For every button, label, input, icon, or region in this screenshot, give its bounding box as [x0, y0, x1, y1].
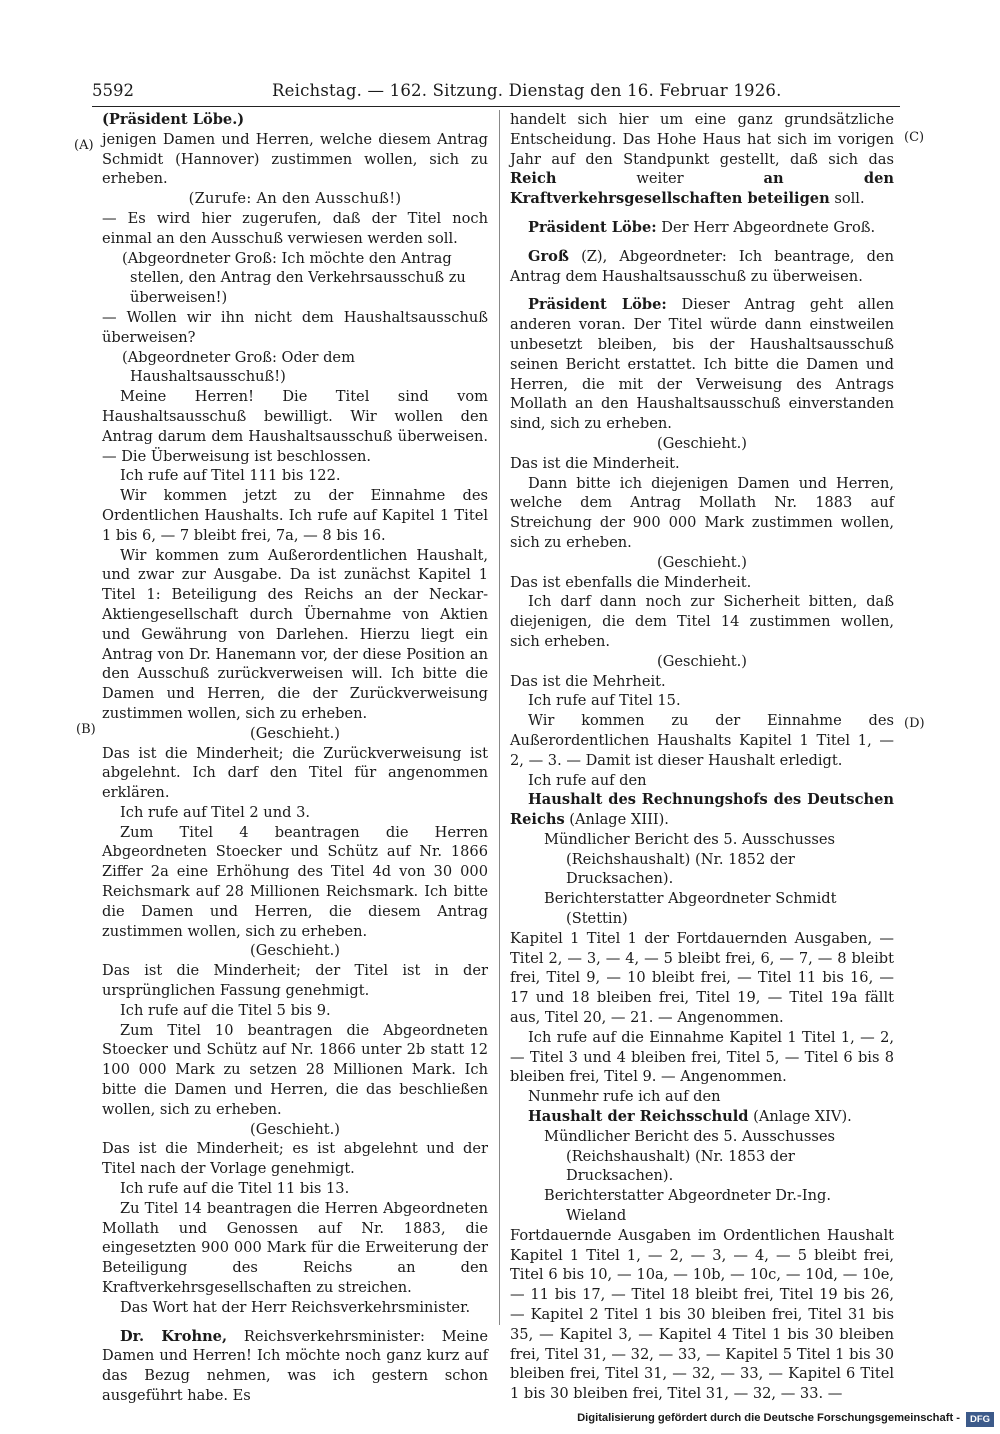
interjection: (Abgeordneter Groß: Oder dem Haushaltsausschuß!) — [122, 348, 355, 386]
paragraph: Ich rufe auf die Titel 5 bis 9. — [120, 1001, 331, 1019]
column-divider — [499, 110, 500, 1325]
paragraph: Ich rufe auf Titel 15. — [528, 692, 681, 710]
right-column — [510, 110, 894, 1404]
speaker-name: Präsident Löbe: — [528, 218, 657, 236]
paragraph: Das ist die Minderheit. — [510, 454, 680, 472]
margin-marker-b: (B) — [76, 722, 96, 737]
speaker-name: Präsident Löbe: — [528, 296, 667, 314]
paragraph: Das ist ebenfalls die Minderheit. — [510, 573, 752, 591]
paragraph: Zu Titel 14 beantragen die Herren Abgeordneten Mollath und Genossen auf Nr. 1883, die eingesetzten 900 000 Mark für die Erweiterung der Beteiligung des Reichs an den Kraftverkehrsgesellschaften zu streichen. — [102, 1199, 488, 1297]
paragraph: Das ist die Minderheit; es ist abgelehnt und der Titel nach der Vorlage genehmigt. — [102, 1140, 488, 1178]
stage-note: (Geschieht.) — [250, 1120, 340, 1138]
rapporteur: Berichterstatter Abgeordneter Schmidt (Stettin) — [544, 890, 837, 928]
paragraph: Ich rufe auf die Einnahme Kapitel 1 Titel 1, — 2, — Titel 3 und 4 bleiben frei, Titel 5, — Titel 6 bis 8 bleiben frei, Titel 9. — Angenommen. — [510, 1028, 894, 1086]
speaker-name: Dr. Krohne, — [120, 1327, 228, 1345]
paragraph: Dann bitte ich diejenigen Damen und Herren, welche dem Antrag Mollath Nr. 1883 auf Streichung der 900 000 Mark zustimmen wollen, sich zu erheben. — [510, 474, 894, 551]
speech-paragraph: Präsident Löbe: Der Herr Abgeordnete Groß. — [528, 218, 876, 236]
paragraph: Wir kommen zum Außerordentlichen Haushalt, und zwar zur Ausgabe. Da ist zunächst Kapitel 1 Titel 1: Beteiligung des Reichs an der Neckar-Aktiengesellschaft durch Übernahme von Aktien und Gewährung von Darlehen. Hierzu liegt ein Antrag von Dr. Hanemann vor, der diese Position an den Ausschuß zurückverweisen will. Ich bitte die Damen und Herren, die der Zurückverweisung zustimmen wollen, sich zu erheben. — [102, 546, 488, 722]
interjection: (Zurufe: An den Ausschuß!) — [188, 190, 402, 208]
paragraph: Ich rufe auf den — [528, 771, 647, 789]
report-note: Mündlicher Bericht des 5. Ausschusses (Reichshaushalt) (Nr. 1853 der Drucksachen). — [544, 1127, 835, 1185]
stage-note: (Geschieht.) — [657, 652, 747, 670]
left-column — [102, 110, 488, 1406]
paragraph: handelt sich hier um eine ganz grundsätzliche Entscheidung. Das Hohe Haus hat sich im vorigen Jahr auf den Standpunkt gestellt, daß sich das Reich weiter an den Kraftverkehrsgesellschaften beteiligen soll. — [510, 111, 894, 208]
paragraph: Das Wort hat der Herr Reichsverkehrsminister. — [120, 1298, 471, 1316]
paragraph: Das ist die Mehrheit. — [510, 672, 666, 690]
paragraph: Kapitel 1 Titel 1 der Fortdauernden Ausgaben, — Titel 2, — 3, — 4, — 5 bleibt frei, 6, — 7, — 8 bleibt frei, Titel 9, — 10 bleibt frei, — Titel 11 bis 16, — 17 und 18 bleiben frei, Titel 19, — Titel 19a fällt aus, Titel 20, — 21. — Angenommen. — [510, 929, 894, 1027]
paragraph: Wir kommen zu der Einnahme des Außerordentlichen Haushalts Kapitel 1 Titel 1, — 2, — 3. — Damit ist dieser Haushalt erledigt. — [510, 712, 894, 769]
interjection: (Abgeordneter Groß: Ich möchte den Antrag stellen, den Antrag den Verkehrsausschuß zu überweisen!) — [122, 249, 466, 307]
running-header — [92, 80, 900, 107]
speech-paragraph: Groß (Z), Abgeordneter: Ich beantrage, den Antrag dem Haushaltsausschuß zu überweisen. — [510, 247, 894, 285]
paragraph: Ich rufe auf Titel 2 und 3. — [120, 803, 311, 821]
session-title: Reichstag. — 162. Sitzung. Dienstag den 16. Februar 1926. — [272, 81, 782, 100]
paragraph: Ich rufe auf Titel 111 bis 122. — [120, 467, 341, 485]
paragraph: Das ist die Minderheit; der Titel ist in der ursprünglichen Fassung genehmigt. — [102, 962, 488, 1000]
stage-note: (Geschieht.) — [657, 434, 747, 452]
paragraph: Fortdauernde Ausgaben im Ordentlichen Haushalt Kapitel 1 Titel 1, — 2, — 3, — 4, — 5 bleibt frei, Titel 6 bis 10, — 10a, — 10b, — 10c, — 10d, — 10e, — 11 bis 17, — Titel 18 bleibt frei, Titel 19 bis 26, — Kapitel 2 Titel 1 bis 30 bleiben frei, Titel 31 bis 35, — Kapitel 3, — Kapitel 4 Titel 1 bis 30 bleiben frei, Titel 31, — 32, — 33, — Kapitel 5 Titel 1 bis 30 bleiben frei, Titel 31, — 32, — 33, — Kapitel 6 Titel 1 bis 30 bleiben frei, Titel 31, — 32, — 33. — — [510, 1226, 894, 1403]
report-note: Mündlicher Bericht des 5. Ausschusses (Reichshaushalt) (Nr. 1852 der Drucksachen). — [544, 830, 835, 888]
speech-paragraph: Präsident Löbe: Dieser Antrag geht allen anderen voran. Der Titel würde dann einstweilen unbesetzt bleiben, bis der Haushaltsausschuß seinen Bericht erstattet. Ich bitte die Damen und Herren, die mit der Verweisung des Antrags Mollath an den Haushaltsausschuß einverstanden sind, sich zu erheben. — [510, 296, 894, 433]
footer-text: Digitalisierung gefördert durch die Deutsche Forschungsgemeinschaft - — [577, 1412, 960, 1424]
margin-marker-c: (C) — [904, 130, 925, 145]
paragraph: Nunmehr rufe ich auf den — [528, 1088, 721, 1106]
rapporteur: Berichterstatter Abgeordneter Dr.-Ing. Wieland — [544, 1187, 831, 1225]
margin-marker-a: (A) — [74, 138, 94, 153]
digitization-footer — [577, 1412, 994, 1428]
paragraph: Wir kommen jetzt zu der Einnahme des Ordentlichen Haushalts. Ich rufe auf Kapitel 1 Titel 1 bis 6, — 7 bleibt frei, 7a, — 8 bis 16. — [102, 487, 488, 544]
margin-marker-d: (D) — [904, 716, 925, 731]
paragraph: Das ist die Minderheit; die Zurückverweisung ist abgelehnt. Ich darf den Titel für angenommen erklären. — [102, 744, 488, 802]
stage-note: (Geschieht.) — [657, 553, 747, 571]
dfg-logo: DFG — [966, 1412, 994, 1427]
paragraph: Zum Titel 4 beantragen die Herren Abgeordneten Stoecker und Schütz auf Nr. 1866 Ziffer 2a eine Erhöhung des Titel 4d von 30 000 Reichsmark auf 28 Millionen Reichsmark. Ich bitte die Damen und Herren, die diesem Antrag zustimmen wollen, sich zu erheben. — [102, 823, 488, 940]
stage-note: (Geschieht.) — [250, 724, 340, 742]
paragraph: — Wollen wir ihn nicht dem Haushaltsausschuß überweisen? — [102, 308, 488, 346]
speaker-name: Groß — [528, 247, 569, 265]
speaker-head: (Präsident Löbe.) — [102, 111, 245, 128]
stage-note: (Geschieht.) — [250, 942, 340, 960]
page-number: 5592 — [92, 81, 134, 100]
paragraph: — Es wird hier zugerufen, daß der Titel noch einmal an den Ausschuß verwiesen werden soll. — [102, 209, 488, 247]
paragraph: Ich rufe auf die Titel 11 bis 13. — [120, 1180, 350, 1198]
paragraph: Meine Herren! Die Titel sind vom Haushaltsausschuß bewilligt. Wir wollen den Antrag darum dem Haushaltsausschuß überweisen. — Die Überweisung ist beschlossen. — [102, 388, 488, 465]
paragraph: Ich darf dann noch zur Sicherheit bitten, daß diejenigen, die dem Titel 14 zustimmen wollen, sich erheben. — [510, 593, 894, 650]
budget-heading: Haushalt des Rechnungshofs des Deutschen Reichs (Anlage XIII). — [510, 791, 894, 829]
speech-paragraph: Dr. Krohne, Reichsverkehrsminister: Meine Damen und Herren! Ich möchte noch ganz kurz auf das Bezug nehmen, was ich gestern schon ausgeführt habe. Es — [102, 1327, 488, 1404]
paragraph: Zum Titel 10 beantragen die Abgeordneten Stoecker und Schütz auf Nr. 1866 unter 2b statt 12 100 000 Mark zu setzen 28 Millionen Mark. Ich bitte die Damen und Herren, die das beschließen wollen, sich zu erheben. — [102, 1021, 488, 1118]
budget-heading: Haushalt der Reichsschuld (Anlage XIV). — [528, 1108, 852, 1126]
paragraph: jenigen Damen und Herren, welche diesem Antrag Schmidt (Hannover) zustimmen wollen, sich zu erheben. — [102, 130, 488, 188]
